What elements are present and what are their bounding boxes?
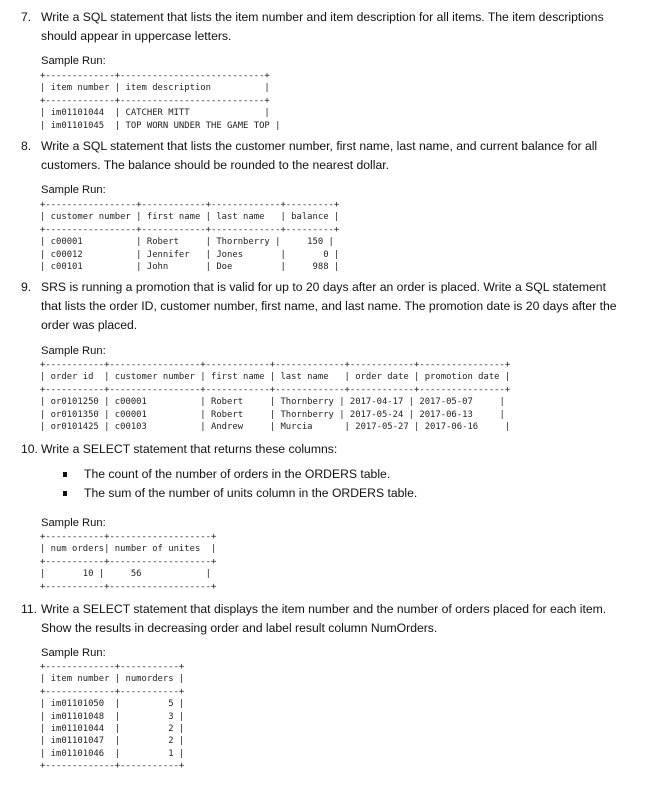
sample-table-10: +-----------+-------------------+ | num orders| number of unites | +-----------+-------------------+ | 10 | 56 | +-----------+-------------------+ xyxy=(40,532,217,592)
sample-run-label-7: Sample Run: xyxy=(41,55,106,67)
question-8-text: Write a SQL statement that lists the customer number, first name, last name, and current balance for all customers. The balance should be rounded to the nearest dollar. xyxy=(41,139,598,172)
question-8 xyxy=(21,137,621,175)
question-11-text: Write a SELECT statement that displays the item number and the number of orders placed for each item. Show the results in decreasing order and label result column NumOrders. xyxy=(41,602,607,635)
sample-table-9: +-----------+-----------------+------------+-------------+------------+----------------+ | order id | customer number | first name | last name | order date | promotion date | +-----------+-----------------+------------+-------------+------------+----------------+ | or0101250 | c00001 | Robert | Thornberry | 2017-04-17 | 2017-05-07 | | or0101350 | c00001 | Robert | Thornberry | 2017-05-24 | 2017-06-13 | | or0101425 | c00103 | Andrew | Murcia | 2017-05-27 | 2017-06-16 | xyxy=(40,360,511,433)
sample-run-label-9: Sample Run: xyxy=(41,345,106,357)
question-8-number: 8. xyxy=(21,139,32,153)
sample-table-11: +-------------+-----------+ | item number | numorders | +-------------+-----------+ | im01101050 | 5 | | im01101048 | 3 | | im01101044 | 2 | | im01101047 | 2 | | im01101046 | 1 | +-------------+-----------+ xyxy=(40,662,185,772)
sample-table-7: +-------------+---------------------------+ | item number | item description | +-------------+---------------------------+ | im01101044 | CATCHER MITT | | im01101045 | TOP WORN UNDER THE GAME TOP | xyxy=(40,71,281,131)
question-10 xyxy=(21,440,621,459)
sample-run-label-8: Sample Run: xyxy=(41,184,106,196)
question-7-text: Write a SQL statement that lists the item number and item description for all items. The item descriptions should appear in uppercase letters. xyxy=(41,10,604,43)
sample-run-label-10: Sample Run: xyxy=(41,517,106,529)
question-7-number: 7. xyxy=(21,10,32,24)
question-7 xyxy=(21,8,621,46)
question-11 xyxy=(21,600,621,638)
question-10-number: 10. xyxy=(21,442,38,456)
question-10-bullets xyxy=(62,465,417,503)
sample-run-label-11: Sample Run: xyxy=(41,647,106,659)
question-9 xyxy=(21,278,621,335)
question-10-text: Write a SELECT statement that returns these columns: xyxy=(41,442,338,456)
sample-table-8: +-----------------+------------+-------------+---------+ | customer number | first name | last name | balance | +-----------------+------------+-------------+---------+ | c00001 | Robert | Thornberry | 150 | | c00012 | Jennifer | Jones | 0 | | c00101 | John | Doe | 988 | xyxy=(40,200,340,273)
question-11-number: 11. xyxy=(21,602,38,616)
bullet-item: The sum of the number of units column in the ORDERS table. xyxy=(62,484,417,503)
question-9-text: SRS is running a promotion that is valid for up to 20 days after an order is placed. Write a SQL statement that lists the order ID, customer number, first name, and last name. The promotion date is 20 days after the order was placed. xyxy=(41,280,617,332)
bullet-item: The count of the number of orders in the ORDERS table. xyxy=(62,465,417,484)
question-9-number: 9. xyxy=(21,280,32,294)
